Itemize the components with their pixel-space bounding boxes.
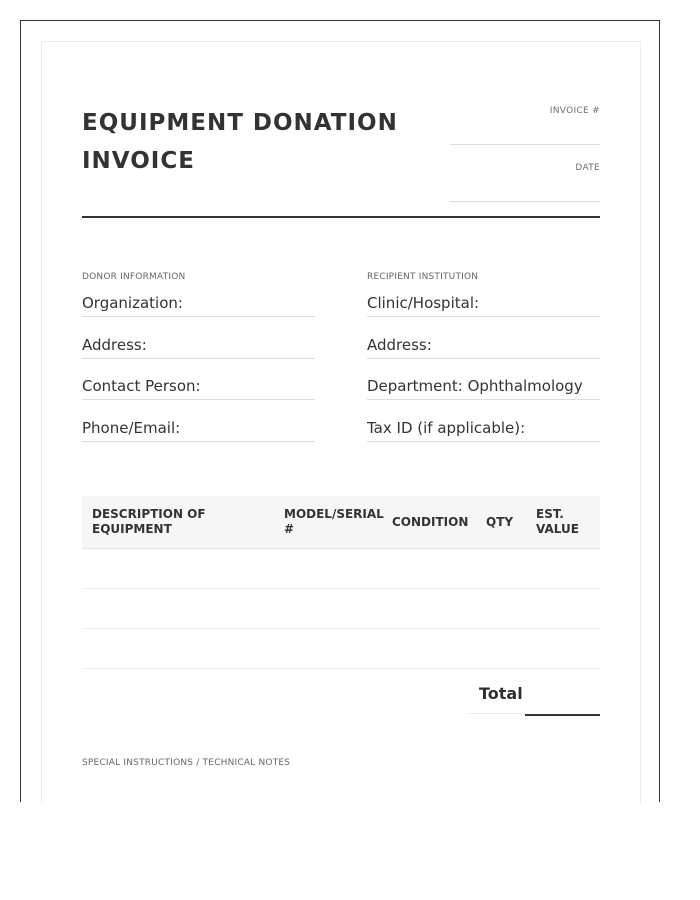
cell-description[interactable] (82, 589, 282, 629)
notes-field[interactable] (82, 772, 600, 802)
cell-est-value[interactable] (534, 629, 600, 669)
recipient-section-label: RECIPIENT INSTITUTION (367, 272, 479, 282)
cell-model-serial[interactable] (282, 629, 382, 669)
recipient-address-field[interactable]: Address: (367, 336, 600, 359)
table-header-row (82, 496, 600, 549)
cell-condition[interactable] (382, 629, 474, 669)
donor-phone-email-field[interactable]: Phone/Email: (82, 419, 315, 442)
cell-qty[interactable] (474, 549, 534, 589)
invoice-number-label: INVOICE # (549, 106, 600, 116)
column-header-qty: QTY (474, 496, 534, 549)
recipient-department-field[interactable]: Department: Ophthalmology (367, 377, 600, 400)
donor-contact-person-field[interactable]: Contact Person: (82, 377, 315, 400)
date-label: DATE (575, 163, 600, 173)
column-header-description: DESCRIPTION OF EQUIPMENT (82, 496, 282, 549)
date-field[interactable] (450, 181, 600, 202)
recipient-tax-id-field[interactable]: Tax ID (if applicable): (367, 419, 600, 442)
title-divider (82, 216, 600, 218)
donor-organization-field[interactable]: Organization: (82, 294, 315, 317)
document-title: EQUIPMENT DONATION INVOICE (82, 110, 398, 174)
total-label: Total (467, 674, 525, 714)
table-row (82, 549, 600, 589)
equipment-table (82, 496, 600, 669)
donor-address-field[interactable]: Address: (82, 336, 315, 359)
cell-qty[interactable] (474, 629, 534, 669)
cell-description[interactable] (82, 629, 282, 669)
total-value-field[interactable] (525, 674, 600, 716)
table-row (82, 589, 600, 629)
column-header-model-serial: MODEL/SERIAL # (282, 496, 382, 549)
cell-condition[interactable] (382, 589, 474, 629)
cell-model-serial[interactable] (282, 549, 382, 589)
invoice-sheet (41, 41, 641, 803)
cell-est-value[interactable] (534, 589, 600, 629)
column-header-est-value: EST. VALUE (534, 496, 600, 549)
notes-label: SPECIAL INSTRUCTIONS / TECHNICAL NOTES (82, 758, 291, 768)
cell-condition[interactable] (382, 549, 474, 589)
table-row (82, 629, 600, 669)
cell-model-serial[interactable] (282, 589, 382, 629)
invoice-number-field[interactable] (450, 124, 600, 145)
cell-qty[interactable] (474, 589, 534, 629)
cell-description[interactable] (82, 549, 282, 589)
recipient-clinic-field[interactable]: Clinic/Hospital: (367, 294, 600, 317)
cell-est-value[interactable] (534, 549, 600, 589)
column-header-condition: CONDITION (382, 496, 474, 549)
donor-section-label: DONOR INFORMATION (82, 272, 186, 282)
page-frame (20, 20, 660, 802)
